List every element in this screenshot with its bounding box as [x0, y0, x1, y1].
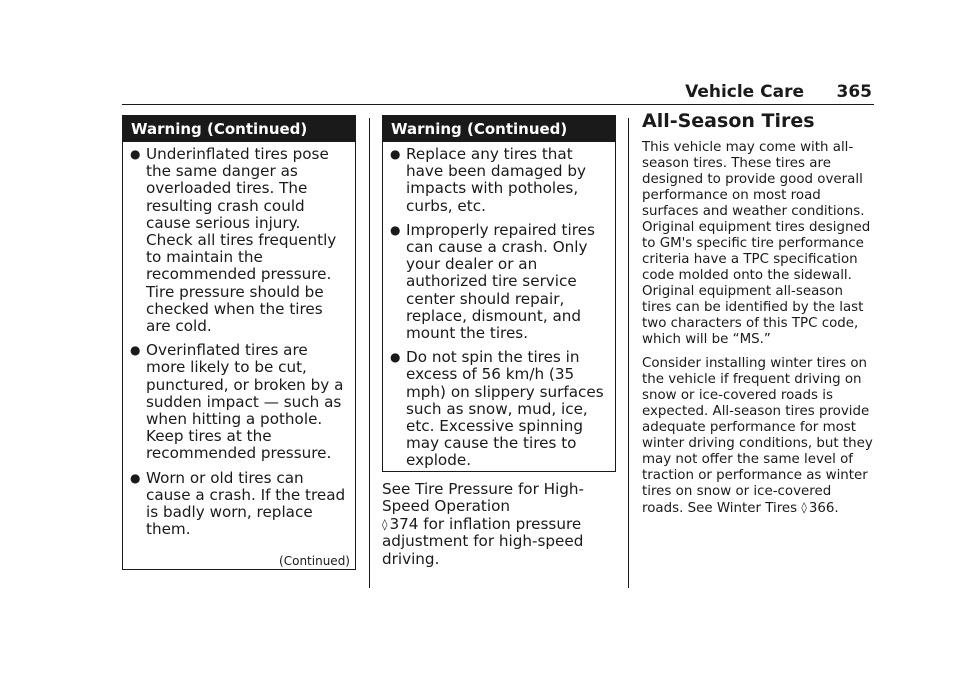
bullet-icon: ● [390, 350, 401, 365]
bullet-icon: ● [130, 470, 141, 485]
all-season-section [642, 110, 874, 525]
paragraph: Consider installing winter tires on the vehicle if frequent driving on snow or ice-covered roads is expected. All-season tires provide adequate performance for most winter driving conditions, but they may not offer the same level of traction or performance as winter tires on snow or ice-covered roads. See Winter Tires ◊ 366. [642, 356, 873, 516]
bullet-icon: ● [390, 222, 401, 237]
bullet-icon: ● [130, 147, 141, 161]
list-item: ● Worn or old tires can cause a crash. If the tread is badly worn, replace them. [130, 468, 346, 539]
warning-list [383, 142, 615, 470]
warning-title: Warning (Continued) [123, 116, 355, 142]
warning-box-middle [382, 115, 616, 472]
column-divider-right [628, 118, 629, 588]
page-number: 365 [836, 82, 872, 102]
page-reference-link[interactable]: 374 [389, 514, 419, 533]
section-title: Vehicle Care [685, 82, 804, 102]
high-speed-reference-paragraph: See Tire Pressure for High-Speed Operation ◊ 374 for inflation pressure adjustment for high-speed driving. [382, 480, 585, 568]
page-header [122, 80, 874, 105]
page-reference-icon: ◊ [382, 517, 388, 531]
continued-label: (Continued) [279, 554, 350, 568]
warning-list [123, 142, 355, 538]
section-heading: All-Season Tires [642, 110, 815, 132]
list-item: ● Do not spin the tires in excess of 56 km/h (35 mph) on slippery surfaces such as snow, mud, ice, etc. Excessive spinning may cause the tires to explode. [390, 348, 604, 470]
warning-box-left [122, 115, 356, 570]
list-item: ● Replace any tires that have been damaged by impacts with potholes, curbs, etc. [390, 145, 587, 215]
list-item: ● Underinflated tires pose the same danger as overloaded tires. The resulting crash could cause serious injury. Check all tires frequently to maintain the recommended pressure. Tire pressure should be checked when the tires are cold. [130, 145, 337, 336]
list-item: ● Overinflated tires are more likely to be cut, punctured, or broken by a sudden impact — such as when hitting a pothole. Keep tires at the recommended pressure. [130, 341, 344, 463]
page-reference-link[interactable]: 366 [808, 501, 835, 516]
column-divider-left [369, 118, 370, 588]
paragraph: This vehicle may come with all-season tires. These tires are designed to provide good overall performance on most road surfaces and weather conditions. Original equipment tires designed to GM's specific tire performance criteria have a TPC specification code molded onto the sidewall. Original equipment all-season tires can be identified by the last two characters of this TPC code, which will be “MS.” [642, 140, 871, 347]
bullet-icon: ● [390, 147, 401, 161]
page-reference-icon: ◊ [801, 501, 807, 514]
list-item: ● Improperly repaired tires can cause a crash. Only your dealer or an authorized tire service center should repair, replace, dismount, and mount the tires. [390, 220, 595, 343]
bullet-icon: ● [130, 343, 141, 358]
warning-title: Warning (Continued) [383, 116, 615, 142]
